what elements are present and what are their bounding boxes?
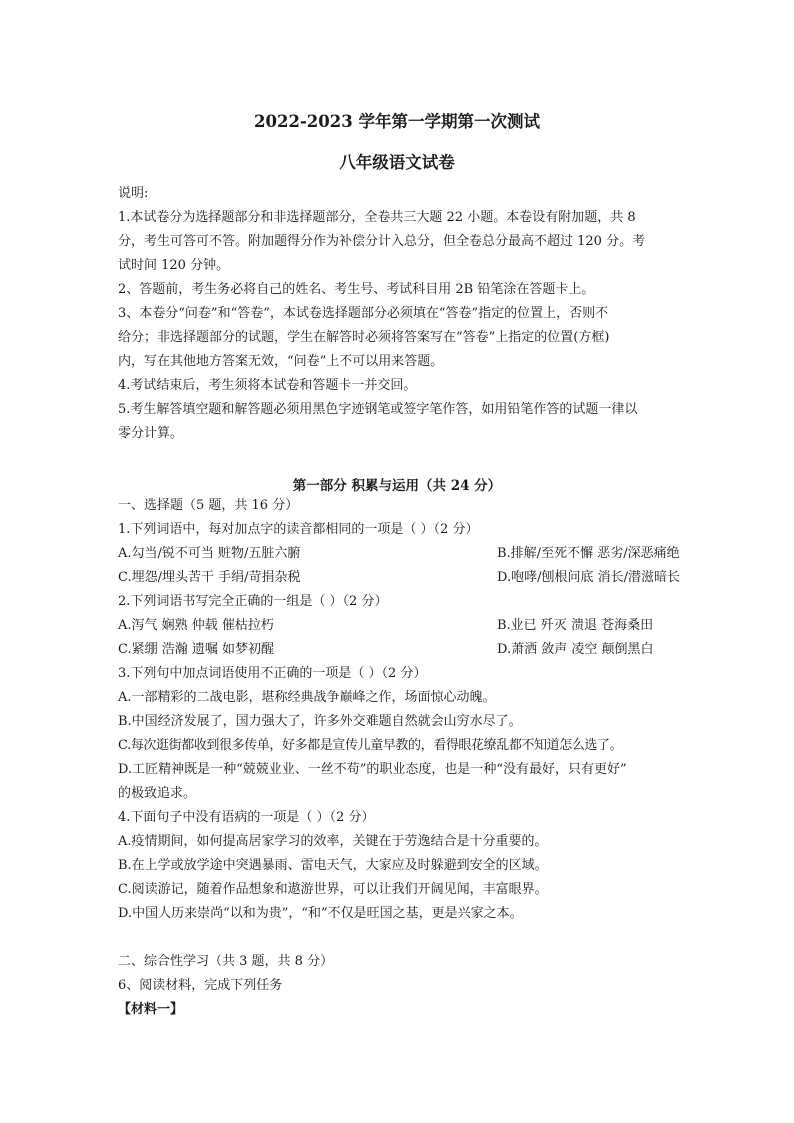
- instruction-line: 4.考试结束后，考生须将本试卷和答题卡一并交回。: [118, 378, 417, 393]
- section-heading: 一、选择题（5 题，共 16 分）: [118, 498, 299, 513]
- question-stem: 3.下列句中加点词语使用不正确的一项是（ ）（2 分）: [118, 666, 427, 681]
- instruction-line: 分，考生可答可不答。附加题得分作为补偿分计入总分，但全卷总分最高不超过 120 分。考: [118, 234, 646, 249]
- option-d: D.中国人历来崇尚“以和为贵”，“和”不仅是旺国之基，更是兴家之本。: [118, 906, 523, 921]
- question-stem: 4.下面句子中没有语病的一项是（ ）（2 分）: [118, 810, 375, 825]
- option-b: B.业已 歼灭 溃退 苍海桑田: [497, 618, 654, 633]
- instruction-line: 1.本试卷分为选择题部分和非选择题部分，全卷共三大题 22 小题。本卷设有附加题，共 8: [118, 210, 636, 225]
- option-a: A.泻气 娴熟 仲载 催枯拉朽: [118, 618, 274, 633]
- option-row: [118, 618, 688, 634]
- option-a: A.疫情期间，如何提高居家学习的效率，关键在于劳逸结合是十分重要的。: [118, 834, 548, 849]
- option-b: B.排解/至死不懈 恶劣/深恶痛绝: [497, 546, 680, 561]
- instruction-line: 给分；非选择题部分的试题，学生在解答时必须将答案写在“答卷”上指定的位置(方框): [118, 330, 610, 345]
- section-heading: 二、综合性学习（共 3 题，共 8 分）: [118, 954, 334, 969]
- option-row: [118, 570, 688, 586]
- option-row: [118, 546, 688, 562]
- option-d: D.工匠精神既是一种“兢兢业业、一丝不苟”的职业态度，也是一种“没有最好，只有更好”: [118, 762, 627, 777]
- instruction-line: 5.考生解答填空题和解答题必须用黑色字迹钢笔或签字笔作答，如用铅笔作答的试题一律以: [118, 402, 638, 417]
- option-c: C.紧绷 浩瀚 遗嘱 如梦初醒: [118, 642, 275, 657]
- instruction-line: 零分计算。: [118, 426, 184, 441]
- instruction-line: 2、答题前，考生务必将自己的姓名、考生号、考试科目用 2B 铅笔涂在答题卡上。: [118, 282, 595, 297]
- option-c: C.阅读游记，随着作品想象和遨游世界，可以让我们开阔见闻，丰富眼界。: [118, 882, 548, 897]
- option-d: D.咆哮/刨根问底 消长/潜滋暗长: [497, 570, 680, 585]
- option-a: A.一部精彩的二战电影，堪称经典战争巅峰之作，场面惊心动魄。: [118, 690, 496, 705]
- option-b: B.中国经济发展了，国力强大了，许多外交难题自然就会山穷水尽了。: [118, 714, 522, 729]
- option-c: C.埋怨/埋头苦干 手绢/苛捐杂税: [118, 570, 301, 585]
- instruction-line: 3、本卷分“问卷”和“答卷”，本试卷选择题部分必须填在“答卷”指定的位置上，否则不: [118, 306, 609, 321]
- part-heading: 第一部分 积累与运用（共 24 分）: [292, 478, 502, 494]
- option-row: [118, 642, 688, 658]
- exam-title: 2022-2023 学年第一学期第一次测试: [254, 112, 540, 131]
- option-b: B.在上学或放学途中突遇暴雨、雷电天气，大家应及时躲避到安全的区域。: [118, 858, 548, 873]
- exam-subtitle: 八年级语文试卷: [339, 153, 455, 172]
- instruction-line: 内，写在其他地方答案无效，“问卷”上不可以用来答题。: [118, 354, 444, 369]
- option-d: D.萧洒 敛声 凌空 颠倒黑白: [497, 642, 654, 657]
- option-a: A.勾当/锐不可当 赃物/五脏六腑: [118, 546, 301, 561]
- instructions-heading: 说明:: [118, 186, 149, 201]
- instruction-line: 试时间 120 分钟。: [118, 258, 230, 273]
- option-c: C.每次逛街都收到很多传单，好多都是宣传儿童早教的，看得眼花缭乱都不知道怎么选了。: [118, 738, 623, 753]
- question-stem: 1.下列词语中，每对加点字的读音都相同的一项是（ ）（2 分）: [118, 522, 479, 537]
- question-stem: 2.下列词语书写完全正确的一组是（ ）（2 分）: [118, 594, 388, 609]
- material-label: 【材料一】: [118, 1002, 184, 1017]
- option-d-continued: 的极致追求。: [118, 786, 197, 801]
- question-stem: 6、阅读材料，完成下列任务: [118, 978, 283, 993]
